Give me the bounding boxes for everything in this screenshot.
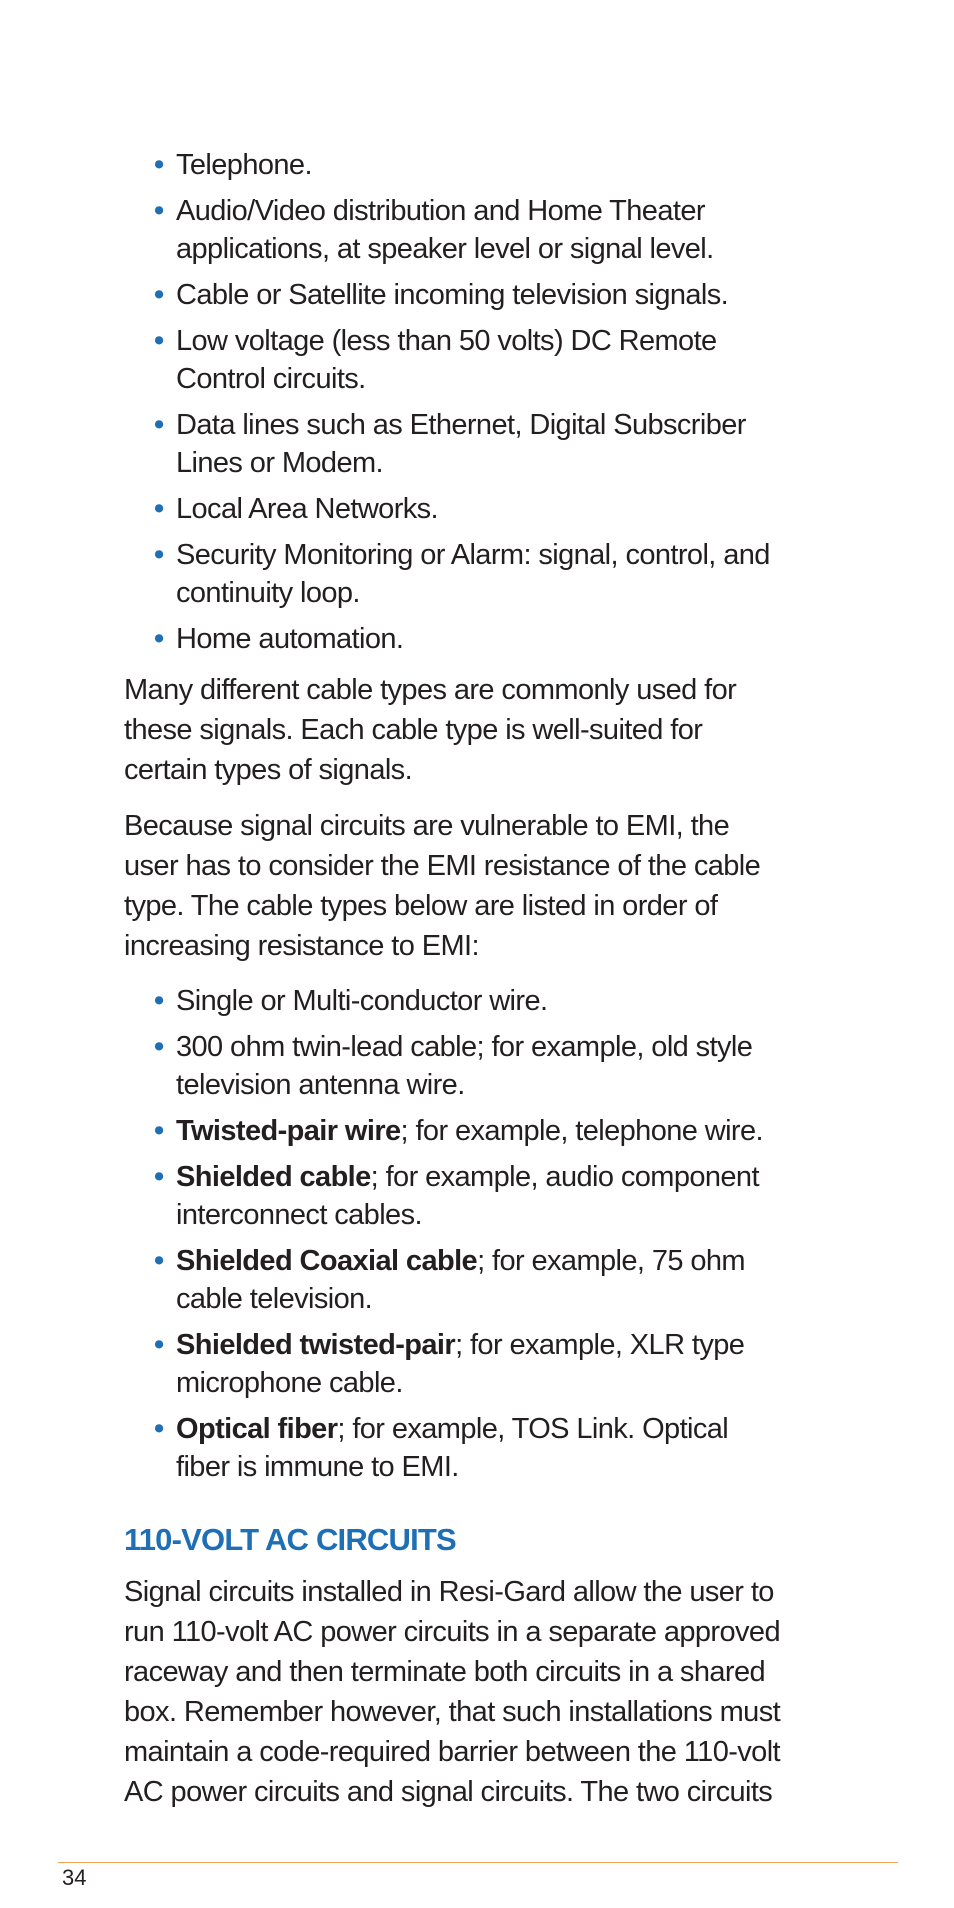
list-item xyxy=(154,536,784,612)
list-item xyxy=(154,620,784,658)
bullet-icon: • xyxy=(154,1413,164,1445)
bullet-icon: • xyxy=(154,1161,164,1193)
list-item-text: 300 ohm twin-lead cable; for example, old style television antenna wire. xyxy=(176,1031,753,1101)
list-item-term: Shielded twisted-pair xyxy=(176,1329,456,1361)
list-item-text: Single or Multi-conductor wire. xyxy=(176,985,548,1017)
cable-types-list xyxy=(124,982,784,1486)
list-item-text: Data lines such as Ethernet, Digital Subscriber Lines or Modem. xyxy=(176,409,746,479)
list-item xyxy=(154,1158,784,1234)
signal-types-list xyxy=(124,146,784,658)
list-item-text: Home automation. xyxy=(176,623,404,655)
bullet-icon: • xyxy=(154,623,164,655)
bullet-icon: • xyxy=(154,409,164,441)
list-item-term: Optical fiber xyxy=(176,1413,338,1445)
list-item-text: ; for example, TOS Link. Optical fiber is immune to EMI. xyxy=(176,1413,729,1483)
bullet-icon: • xyxy=(154,1329,164,1361)
emi-paragraph: Because signal circuits are vulnerable to EMI, the user has to consider the EMI resistance of the cable type. The cable types below are listed in order of increasing resistance to EMI: xyxy=(124,810,761,962)
list-item-text: ; for example, XLR type microphone cable. xyxy=(176,1329,745,1399)
list-item-term: Twisted-pair wire xyxy=(176,1115,401,1147)
list-item xyxy=(154,1242,784,1318)
bullet-icon: • xyxy=(154,279,164,311)
list-item-text: Security Monitoring or Alarm: signal, control, and continuity loop. xyxy=(176,539,770,609)
list-item xyxy=(154,1112,784,1150)
list-item-term: Shielded Coaxial cable xyxy=(176,1245,478,1277)
bullet-icon: • xyxy=(154,1031,164,1063)
page-number: 34 xyxy=(62,1865,87,1890)
list-item-text: Telephone. xyxy=(176,149,312,181)
ac-circuits-paragraph: Signal circuits installed in Resi-Gard allow the user to run 110-volt AC power circuits in a separate approved raceway and then terminate both circuits in a shared box. Remember however, that such installations must maintain a code-required barrier between the 110-volt AC power circuits and signal circuits. The two circuits xyxy=(124,1576,781,1808)
list-item xyxy=(154,1410,784,1486)
bullet-icon: • xyxy=(154,195,164,227)
footer-divider xyxy=(58,1862,898,1863)
list-item-text: Low voltage (less than 50 volts) DC Remote Control circuits. xyxy=(176,325,717,395)
bullet-icon: • xyxy=(154,539,164,571)
bullet-icon: • xyxy=(154,149,164,181)
list-item xyxy=(154,276,784,314)
list-item-text: Local Area Networks. xyxy=(176,493,439,525)
list-item xyxy=(154,490,784,528)
bullet-icon: • xyxy=(154,325,164,357)
list-item-text: ; for example, audio component interconnect cables. xyxy=(176,1161,759,1231)
bullet-icon: • xyxy=(154,985,164,1017)
bullet-icon: • xyxy=(154,1245,164,1277)
list-item xyxy=(154,1028,784,1104)
list-item-text: Audio/Video distribution and Home Theater applications, at speaker level or signal level. xyxy=(176,195,714,265)
list-item xyxy=(154,146,784,184)
list-item xyxy=(154,322,784,398)
section-heading: 110-VOLT AC CIRCUITS xyxy=(124,1522,456,1557)
list-item-text: ; for example, 75 ohm cable television. xyxy=(176,1245,745,1315)
list-item xyxy=(154,192,784,268)
list-item-text: Cable or Satellite incoming television signals. xyxy=(176,279,729,311)
list-item xyxy=(154,1326,784,1402)
list-item xyxy=(154,982,784,1020)
cable-types-paragraph: Many different cable types are commonly used for these signals. Each cable type is well-suited for certain types of signals. xyxy=(124,674,737,786)
list-item xyxy=(154,406,784,482)
bullet-icon: • xyxy=(154,493,164,525)
list-item-term: Shielded cable xyxy=(176,1161,371,1193)
page-content xyxy=(124,146,784,1828)
bullet-icon: • xyxy=(154,1115,164,1147)
list-item-text: ; for example, telephone wire. xyxy=(400,1115,763,1147)
